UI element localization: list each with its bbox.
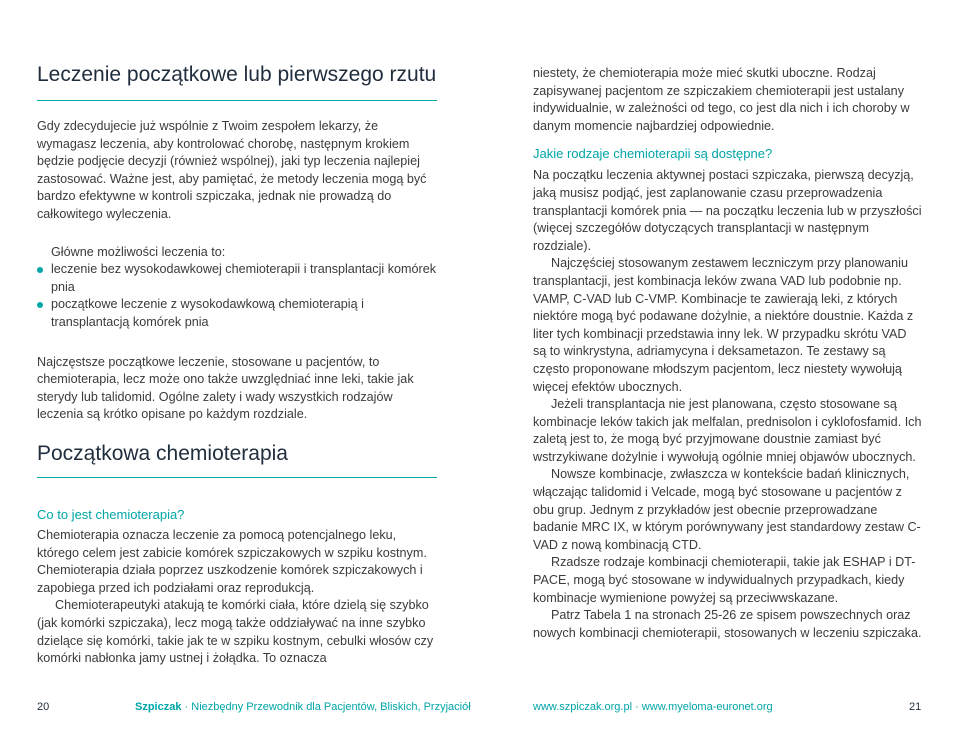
footer-left-title bbox=[135, 700, 471, 714]
transplant-timing-paragraph: Na początku leczenia aktywnej postaci szpiczaka, pierwszą decyzją, jaką musisz podjąć, jest zaplanowanie czasu przeprowadzenia transplantacji komórek pnia — na początku leczenia lub w przyszłości (więcej szczegółów dotyczących transplantacji w następnym rozdziale). bbox=[533, 168, 922, 253]
footer-brand: Szpiczak bbox=[135, 701, 182, 713]
heading-initial-treatment: Leczenie początkowe lub pierwszego rzutu bbox=[37, 62, 437, 101]
side-effects-paragraph: niestety, że chemioterapia może mieć skutki uboczne. Rodzaj zapisywanej pacjentom ze szpiczakiem chemioterapii jest ustalany indywidualnie, w zależności od tego, co jest dla nich i ich choroby w danym momencie najbardziej odpowiednie. bbox=[533, 66, 910, 133]
footer-right bbox=[909, 700, 921, 714]
footer-left bbox=[37, 700, 49, 714]
list-intro: Główne możliwości leczenia to: bbox=[51, 244, 226, 259]
chemo-mechanism-paragraph: Chemioterapeutyki atakują te komórki ciała, które dzielą się szybko (jak komórki szpiczaka), lecz mogą także oddziaływać na inne szybko dzielące się komórki, takie jak te w szpiku kostnym, cebulki włosów czy komórki nabłonka jamy ustnej i żołądka. To oznacza bbox=[37, 598, 434, 666]
chemo-definition-paragraph: Chemioterapia oznacza leczenie za pomocą potencjalnego leku, którego celem jest zabicie komórek szpiczakowych w szpiku kostnym. Chemioterapia działa poprzez uszkodzenie komórek szpiczakowych i zapobiega przed ich podziałami oraz reprodukcją. bbox=[37, 528, 427, 595]
footer-websites[interactable]: www.szpiczak.org.pl · www.myeloma-euronet.org bbox=[533, 701, 773, 713]
left-body-top bbox=[37, 118, 437, 424]
footer-subtitle: · Niezbędny Przewodnik dla Pacjentów, Bliskich, Przyjaciół bbox=[181, 701, 471, 713]
no-transplant-paragraph: Jeżeli transplantacja nie jest planowana, często stosowane są kombinacje leków takich jak melfalan, prednisolon i cyklofosfamid. Ich zaletą jest to, że mogą być przyjmowane doustnie zamiast być wstrzykiwane dożylnie i wywołują ogólnie mniej objawów ubocznych. bbox=[533, 397, 922, 464]
common-treatment-paragraph: Najczęstsze początkowe leczenie, stosowane u pacjentów, to chemioterapia, lecz może ono także uwzględniać inne leki, takie jak sterydy lub talidomid. Ogólne zalety i wady wszystkich rodzajów leczenia są krótko opisane po każdym rozdziale. bbox=[37, 354, 414, 422]
list-item: początkowe leczenie z wysokodawkową chemioterapią i transplantacją komórek pnia bbox=[37, 296, 437, 331]
subheading-chemo-types: Jakie rodzaje chemioterapii są dostępne? bbox=[533, 146, 773, 162]
footer-right-links bbox=[533, 700, 773, 714]
rare-combinations-paragraph: Rzadsze rodzaje kombinacji chemioterapii, takie jak ESHAP i DT-PACE, mogą być stosowane w indywidualnych przypadkach, kiedy kombinacje wymienione powyżej są przeciwwskazane. bbox=[533, 555, 916, 605]
heading-initial-chemotherapy: Początkowa chemioterapia bbox=[37, 441, 437, 478]
table-reference-paragraph: Patrz Tabela 1 na stronach 25-26 ze spisem powszechnych oraz nowych kombinacji chemioterapii, stosowanych w leczeniu szpiczaka. bbox=[533, 608, 922, 640]
subheading-what-is-chemo: Co to jest chemioterapia? bbox=[37, 507, 185, 522]
list-item: leczenie bez wysokodawkowej chemioterapii i transplantacji komórek pnia bbox=[37, 261, 437, 296]
page-number-right: 21 bbox=[909, 701, 922, 713]
intro-paragraph: Gdy zdecydujecie już wspólnie z Twoim zespołem lekarzy, że wymagasz leczenia, aby kontrolować chorobę, następnym krokiem będzie podjęcie decyzji (również wspólnej), jaki typ leczenia najlepiej zastosować. Ważne jest, aby pamiętać, że metody leczenia mogą być bardzo efektywne w kontroli szpiczaka, jednak nie prowadzą do całkowitego wyleczenia. bbox=[37, 119, 427, 221]
page-number-left: 20 bbox=[37, 701, 50, 713]
right-body bbox=[533, 65, 923, 642]
left-body-bottom bbox=[37, 506, 437, 668]
treatment-options-list bbox=[37, 261, 437, 331]
new-combinations-paragraph: Nowsze kombinacje, zwłaszcza w kontekście badań klinicznych, włączając talidomid i Velcade, mogą być stosowane u pacjentów z obu grup. Jednym z przykładów jest obecnie przeprowadzane badanie MRC IX, w którym porównywany jest standardowy zestaw C-VAD z nową kombinacją CTD. bbox=[533, 467, 921, 552]
bullet-icon bbox=[37, 302, 43, 308]
bullet-icon bbox=[37, 267, 43, 273]
vad-paragraph: Najczęściej stosowanym zestawem leczniczym przy planowaniu transplantacji, jest kombinacja leków zwana VAD lub podobnie np. VAMP, C-VAD lub C-VMP. Kombinacje te zawierają leki, z których niektóre mogą być podawane dożylnie, a niektóre doustnie. Każda z liter tych kombinacji przedstawia inny lek. W przypadku skrótu VAD są to winkrystyna, adriamycyna i deksametazon. Te zestawy są często proponowane młodszym pacjentom, lecz niestety wywołują więcej efektów ubocznych. bbox=[533, 256, 914, 394]
